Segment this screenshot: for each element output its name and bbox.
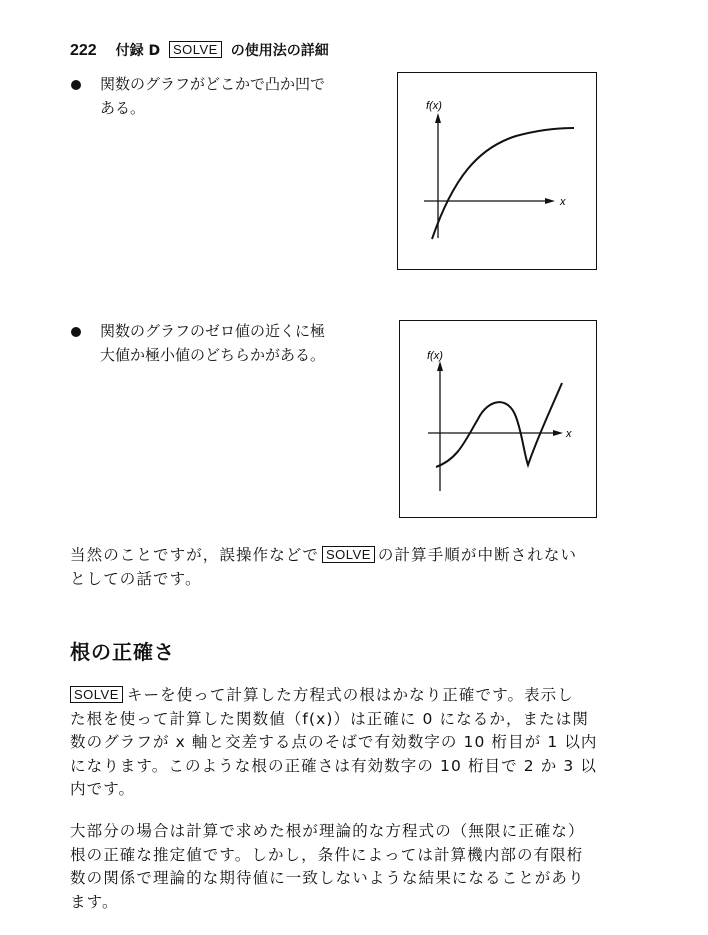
p2-line-4: ます。	[70, 892, 119, 911]
p2-line-3: 数の関係で理論的な期待値に一致しないような結果になることがあり	[70, 869, 585, 887]
solve-key: SOLVE	[169, 41, 222, 58]
bullet-dot-2	[71, 327, 81, 337]
bullet-dot-1	[71, 80, 81, 90]
section-title: 根の正確さ	[70, 640, 175, 664]
graph-concave-plot	[398, 73, 596, 269]
function-curve	[436, 383, 562, 467]
function-curve	[432, 128, 574, 239]
solve-key: SOLVE	[70, 686, 123, 703]
y-axis-arrow	[435, 113, 441, 123]
appendix-label: 付録 D	[115, 43, 161, 59]
x-axis-label: x	[566, 428, 572, 440]
p2-line-2: 根の正確な推定値です。しかし，条件によっては計算機内部の有限桁	[70, 845, 584, 864]
page-header	[70, 40, 329, 60]
p2-line-1: 大部分の場合は計算で求めた根が理論的な方程式の（無限に正確な）	[70, 822, 585, 840]
bullet-text-1	[100, 72, 390, 120]
p1-line-3: 数のグラフが x 軸と交差する点のそばで有効数字の 10 桁目が 1 以内	[70, 733, 598, 751]
p1-line-2: た根を使って計算した関数値（f(x)）は正確に 0 になるか，または関	[70, 709, 589, 728]
bullet-text-2	[100, 319, 390, 367]
bullet-1-line-1: 関数のグラフがどこかで凸か凹で	[100, 75, 326, 93]
p1-line-1	[70, 684, 650, 708]
x-axis-arrow	[553, 430, 563, 436]
bullet-2-line-1: 関数のグラフのゼロ値の近くに極	[100, 322, 326, 340]
graph-extrema	[399, 320, 597, 518]
bullet-2-line-2: 大値か極小値のどちらかがある。	[100, 346, 326, 364]
note-pre: 当然のことですが，誤操作などで	[70, 546, 320, 564]
page-number: 222	[70, 42, 97, 59]
graph-extrema-plot	[400, 321, 596, 517]
note-line-2: としての話です。	[70, 569, 202, 588]
p1-line-5: 内です。	[70, 780, 136, 798]
accuracy-paragraph-2	[70, 820, 650, 914]
header-title: の使用法の詳細	[230, 43, 329, 59]
accuracy-paragraph-1	[70, 684, 650, 802]
x-axis-arrow	[545, 198, 555, 204]
y-axis-label: f(x)	[426, 100, 442, 112]
bullet-1-line-2: ある。	[100, 99, 146, 117]
solve-key: SOLVE	[322, 546, 375, 563]
p1-line-4: になります。このような根の正確さは有効数字の 10 桁目で 2 か 3 以	[70, 756, 597, 775]
y-axis-arrow	[437, 361, 443, 371]
graph-concave	[397, 72, 597, 270]
y-axis-label: f(x)	[427, 350, 443, 362]
note-paragraph	[70, 544, 650, 591]
note-post: の計算手順が中断されない	[377, 546, 578, 564]
p1-line-1-text: キーを使って計算した方程式の根はかなり正確です。表示し	[126, 686, 574, 704]
note-line-1	[70, 544, 650, 568]
x-axis-label: x	[560, 196, 566, 208]
